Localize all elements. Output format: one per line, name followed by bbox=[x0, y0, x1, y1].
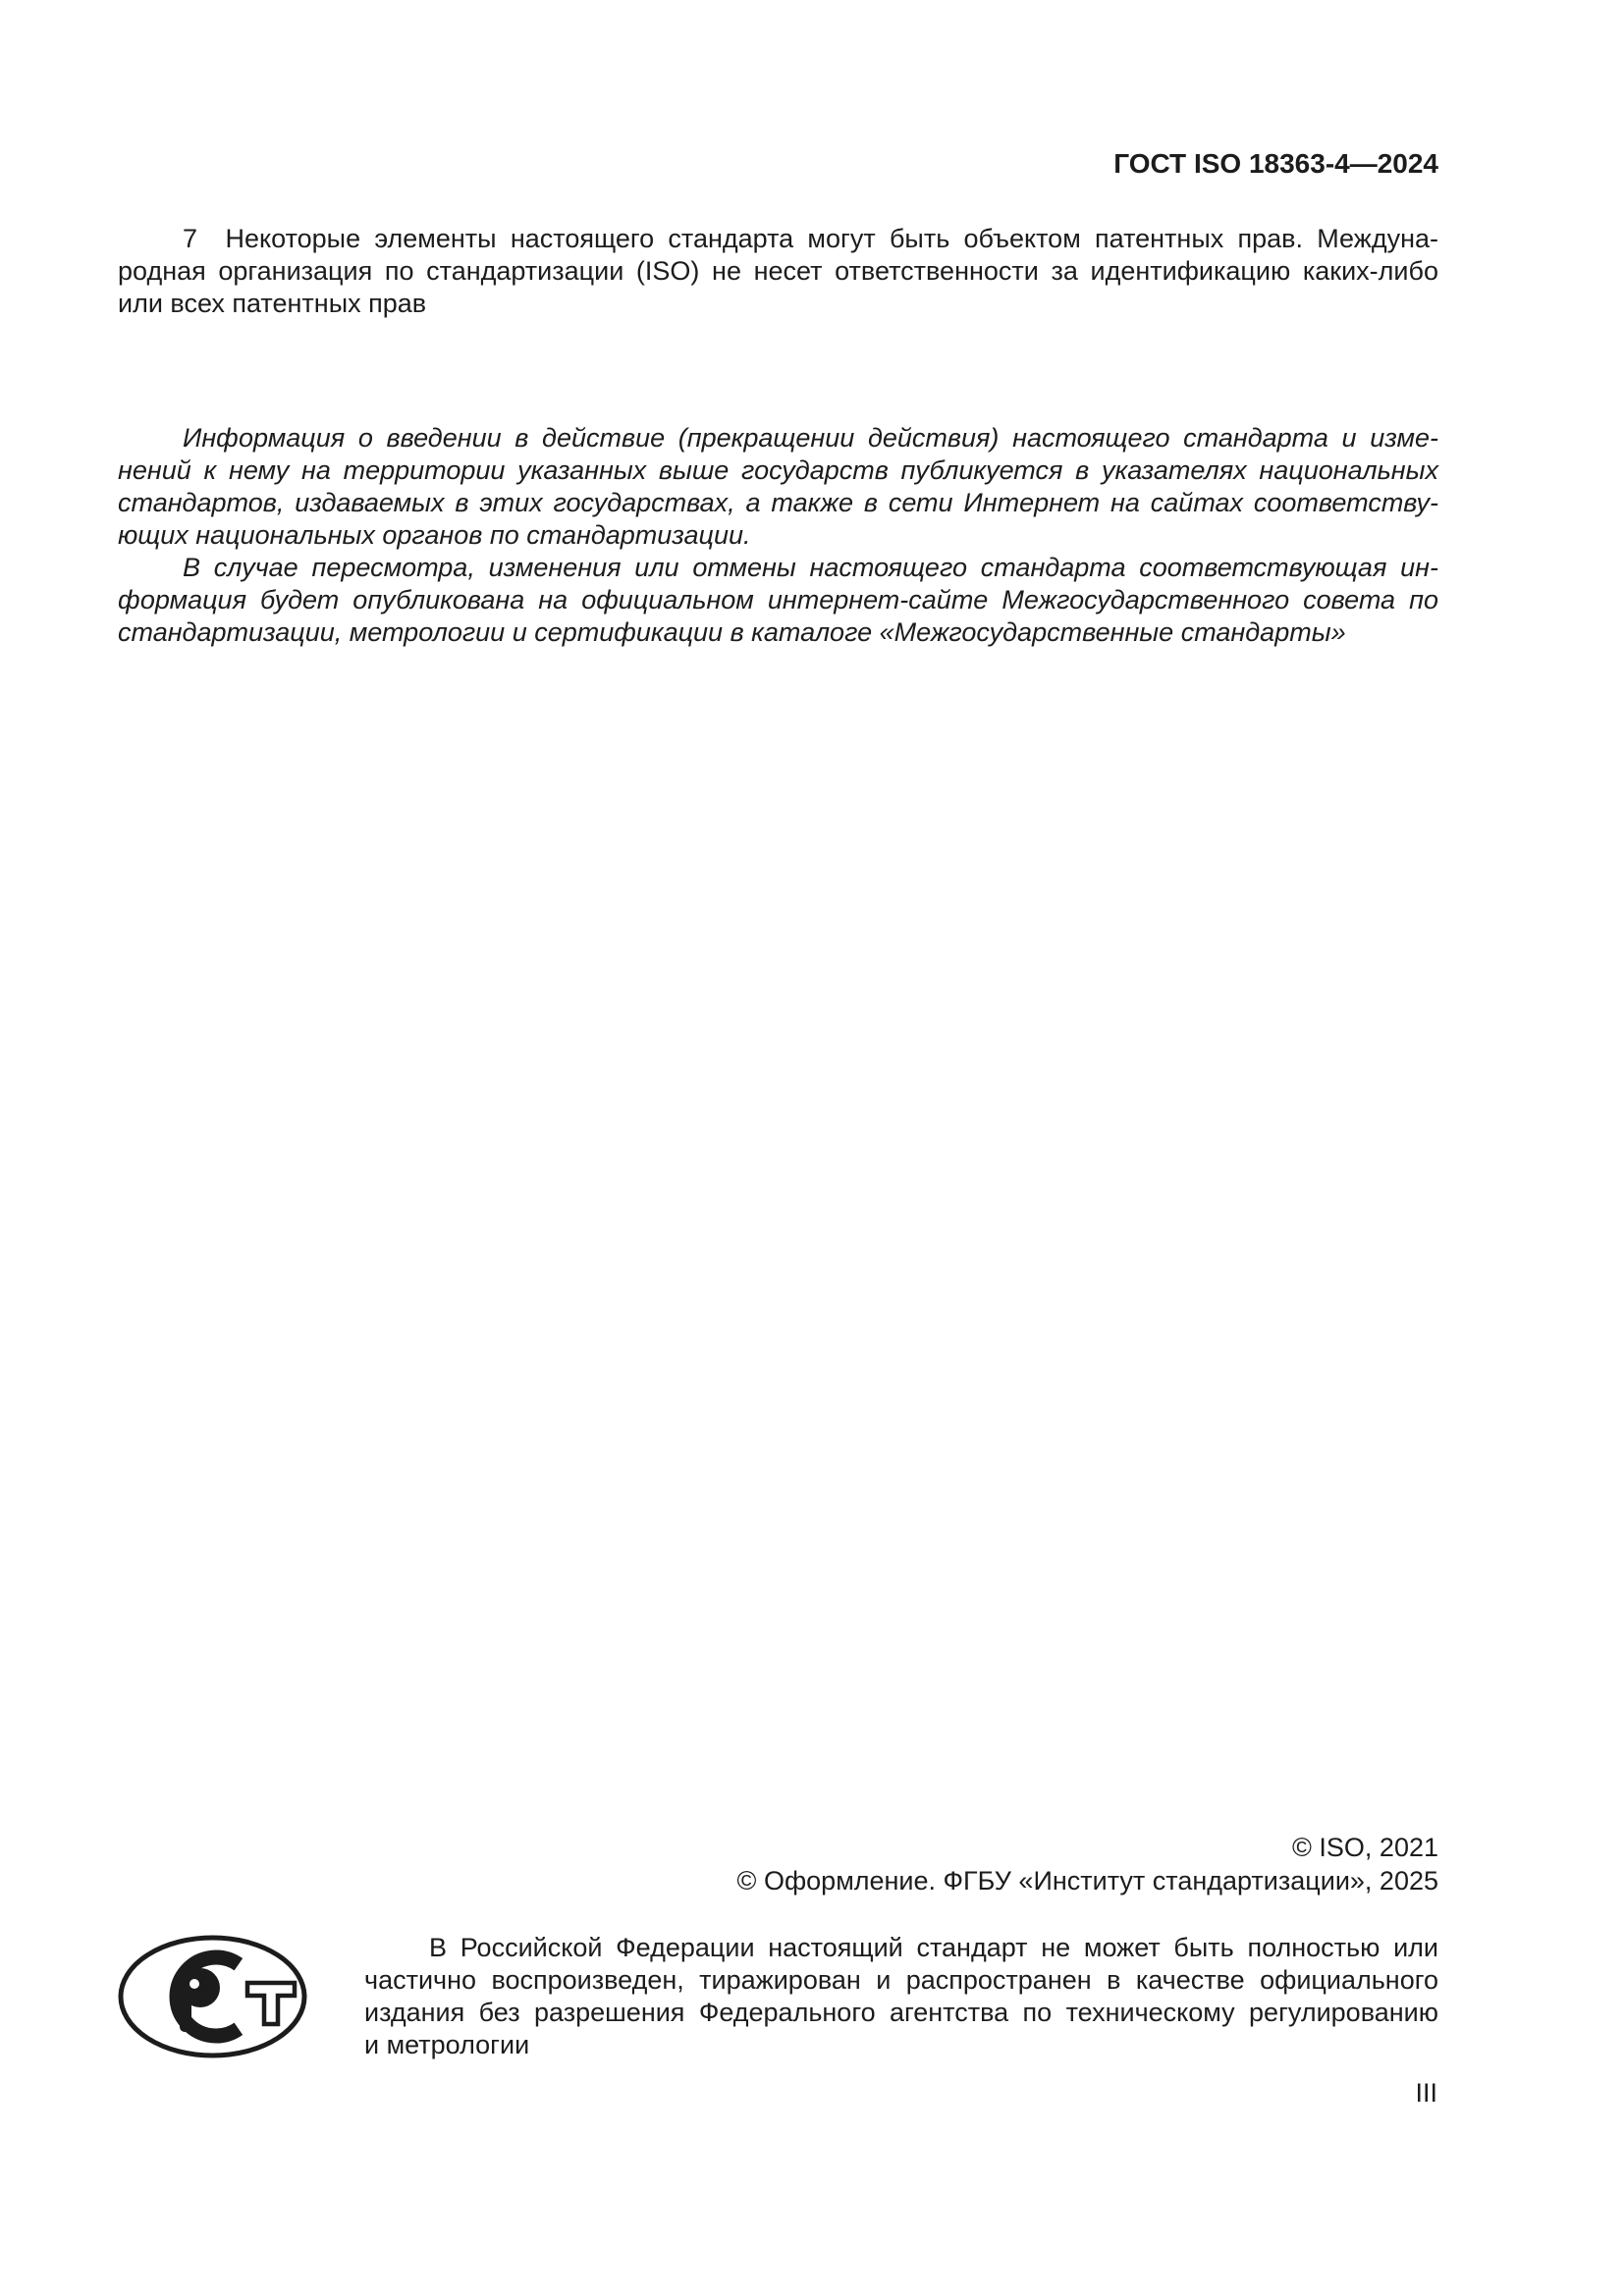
text-line: нений к нему на территории указанных выше государств публикуется в указателях национальных bbox=[118, 455, 1438, 485]
patent-rights-note bbox=[118, 223, 1438, 320]
copyright-block bbox=[737, 1831, 1438, 1897]
text-line: стандартизации, метрологии и сертификации в каталоге «Межгосударственные стандарты» bbox=[118, 617, 1346, 647]
rst-certification-mark-icon bbox=[118, 1935, 307, 2058]
text-line: издания без разрешения Федерального агентства по техническому регулированию bbox=[364, 1998, 1438, 2027]
text-line: частично воспроизведен, тиражирован и распространен в качестве официального bbox=[364, 1965, 1438, 1995]
text-line: В Российской Федерации настоящий стандарт не может быть полностью или bbox=[429, 1933, 1438, 1962]
text-line: родная организация по стандартизации (ISO) не несет ответственности за идентификацию каких-либо bbox=[118, 256, 1438, 286]
text-line: или всех патентных прав bbox=[118, 289, 427, 318]
enactment-info-paragraph bbox=[118, 422, 1438, 552]
text-line: Информация о введении в действие (прекращении действия) настоящего стандарта и изме- bbox=[183, 423, 1438, 453]
text-line: © Оформление. ФГБУ «Институт стандартизации», 2025 bbox=[736, 1866, 1438, 1896]
text-line: 7 Некоторые элементы настоящего стандарта могут быть объектом патентных прав. Междуна- bbox=[183, 224, 1438, 253]
page-number: III bbox=[1415, 2078, 1437, 2108]
reproduction-restriction-paragraph bbox=[364, 1932, 1438, 2061]
text-line: В случае пересмотра, изменения или отмены настоящего стандарта соответствующая ин- bbox=[183, 553, 1438, 582]
text-line: ющих национальных органов по стандартизации. bbox=[118, 520, 751, 550]
text-line: © ISO, 2021 bbox=[1292, 1833, 1438, 1862]
text-line: формация будет опубликована на официальном интернет-сайте Межгосударственного совета по bbox=[118, 585, 1438, 614]
standard-number-header: ГОСТ ISO 18363-4—2024 bbox=[1113, 148, 1438, 179]
text-line: и метрологии bbox=[364, 2030, 530, 2059]
revision-info-paragraph bbox=[118, 552, 1438, 649]
text-line: стандартов, издаваемых в этих государствах, а также в сети Интернет на сайтах соответству- bbox=[118, 488, 1438, 517]
